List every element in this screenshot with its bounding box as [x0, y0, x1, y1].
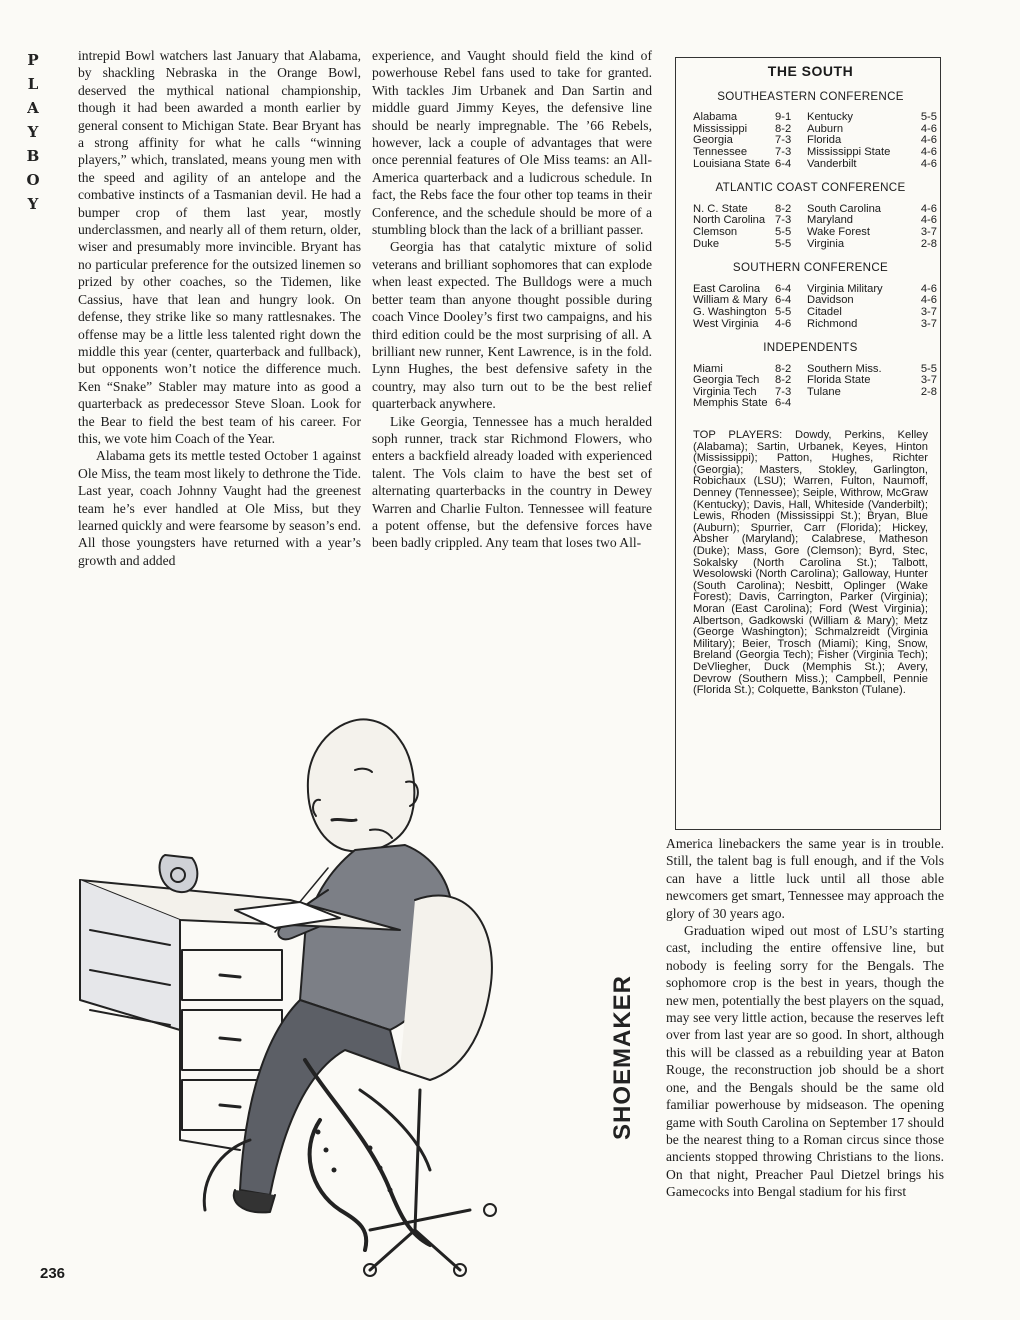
team-record: 3-7: [920, 317, 937, 330]
team-name: Clemson: [693, 225, 738, 238]
sidebar-letter: Y: [27, 195, 39, 213]
team-name: Davidson: [807, 294, 854, 307]
team-record: 3-7: [920, 374, 937, 387]
team-record: 8-2: [775, 362, 792, 375]
standings-row: [693, 398, 937, 410]
standings-row: [693, 227, 937, 239]
sidebar-letter: L: [27, 75, 39, 93]
team-record: 4-6: [920, 214, 937, 227]
team-name: Mississippi: [693, 122, 748, 135]
team-name: East Carolina: [693, 282, 761, 295]
team-record: 2-8: [920, 237, 937, 250]
team-name: Duke: [693, 237, 720, 250]
team-record: 8-2: [775, 374, 792, 387]
standings-table: [693, 364, 937, 410]
illustrator-signature: SHOEMAKER: [609, 974, 636, 1140]
team-name: Maryland: [807, 214, 854, 227]
team-name: Virginia: [807, 237, 845, 250]
team-name: Memphis State: [693, 397, 768, 410]
team-name: N. C. State: [693, 202, 748, 215]
team-record: 7-3: [775, 214, 792, 227]
article-paragraph: Georgia has that catalytic mixture of solid veterans and brilliant sophomores that can explode when least expected. The Bulldogs were a much better team than anyone thought possible during coach Vince Dooley’s first two campaigns, and his third edition could be the most surprising of all. A brilliant new runner, Kent Lawrence, is in the fold. Lynn Hughes, the best defensive safety in the country, may also turn out to be the best relief quarterback anywhere.: [372, 239, 652, 412]
article-paragraph: experience, and Vaught should field the kind of powerhouse Rebel fans used to take for granted. With tackles Jim Urbanek and Dan Sartin and middle guard Jimmy Keyes, the defensive line should be nearly impregnable. The ’66 Rebels, however, lack a couple of advantages that were once perennial features of Ole Miss teams: an All-America quarterback and a ludicrous schedule. In fact, the Rebs face the four other top teams in their Conference, and the schedule should be more of a stumbling block than the lack of a brilliant passer.: [372, 48, 652, 238]
team-name: Miami: [693, 362, 723, 375]
page-number: 236: [40, 1265, 66, 1282]
team-name: Georgia Tech: [693, 374, 760, 387]
team-record: 5-5: [775, 305, 792, 318]
team-record: 8-2: [775, 202, 792, 215]
article-column-3: [666, 835, 944, 1201]
team-record: 7-3: [775, 145, 792, 158]
standings-row: [693, 319, 937, 331]
team-record: 4-6: [920, 122, 937, 135]
standings-title: THE SOUTH: [767, 63, 854, 79]
team-record: 7-3: [775, 385, 792, 398]
team-name: Citadel: [807, 305, 842, 318]
conference-list: [693, 89, 937, 410]
team-record: 8-2: [775, 122, 792, 135]
team-record: [914, 398, 937, 410]
team-name: William & Mary: [693, 294, 768, 307]
team-record: 5-5: [920, 111, 937, 124]
article-paragraph: Graduation wiped out most of LSU’s starting cast, including the entire offensive line, but nobody is feeling sorry for the Bengals. The sophomore crop is the best in years, though the new men, potentially the best players on the squad, may see very little action, because the reserves left over from last year are so good. In short, although this will be classed as a rebuilding year at Baton Rouge, the reconstruction job should be a short one, and the Bengals should be the same old familiar powerhouse by midseason. The opening game with South Carolina on September 17 should be the nearest thing to a Roman circus since those ancients stopped throwing Christians to the lions. On that night, Preacher Paul Dietzel brings his Gamecocks into Bengal stadium for his first: [666, 923, 944, 1200]
article-column-1: [78, 47, 361, 569]
team-name: Virginia Military: [807, 282, 883, 295]
team-record: 6-4: [775, 397, 792, 410]
standings-row: [693, 159, 937, 171]
team-record: 4-6: [920, 294, 937, 307]
team-name: Southern Miss.: [807, 362, 882, 375]
standings-row: [693, 307, 937, 319]
standings-table: [693, 112, 937, 170]
team-record: 3-7: [920, 305, 937, 318]
team-name: Georgia: [693, 134, 733, 147]
article-paragraph: America linebackers the same year is in trouble. Still, the talent bag is full enough, and if the Vols can have a little luck until all those able newcomers get smart, Tennessee may approach the glory of 30 years ago.: [666, 836, 944, 921]
team-record: 6-4: [775, 282, 792, 295]
article-column-2: [372, 47, 652, 552]
conference-title: ATLANTIC COAST CONFERENCE: [715, 181, 906, 195]
team-record: 9-1: [775, 111, 792, 124]
team-name: Tennessee: [693, 145, 748, 158]
team-record: 4-6: [920, 157, 937, 170]
team-name: West Virginia: [693, 317, 759, 330]
team-record: 4-6: [920, 134, 937, 147]
conference-title: SOUTHERN CONFERENCE: [732, 261, 889, 275]
conference-title: INDEPENDENTS: [763, 341, 858, 355]
standings-box: [675, 57, 941, 830]
standings-table: [693, 284, 937, 330]
team-name: Vanderbilt: [807, 157, 857, 170]
team-name: Florida: [807, 134, 842, 147]
team-name: Wake Forest: [807, 225, 870, 238]
team-name: Louisiana State: [693, 157, 771, 170]
team-record: 5-5: [920, 362, 937, 375]
sidebar-letter: O: [26, 171, 40, 189]
team-record: 3-7: [920, 225, 937, 238]
article-paragraph: Alabama gets its mettle tested October 1 against Ole Miss, the team most likely to dethrone the Tide. Last year, coach Johnny Vaught had the greenest team he’s ever handled at Ole Miss, but they learned quickly and were fearsome by season’s end. All those youngsters have returned with a year’s growth and added: [78, 448, 361, 568]
team-name: Tulane: [807, 385, 841, 398]
team-name: [807, 398, 914, 410]
article-paragraph: intrepid Bowl watchers last January that Alabama, by shackling Nebraska in the Orange Bowl, deserved the mythical national championship, though it had been awarded a month earlier by general consent to Michigan State. Bear Bryant has a strong affinity for what he calls “winning players,” which, translated, means young men with the speed and agility of an antelope and the combative instincts of a Tasmanian devil. He had a bumper crop of them last year, mostly underclassmen, and nearly all of them return, older, wiser and presumably more invincible. Bryant has no particular preference for the outsized linemen so prized by other coaches, so the Tidemen, like Cassius, have that lean and hungry look. On defense, they strike like so many rattlesnakes. The offense may be a little less talented right down the middle this year (center, quarterback and fullback), but opponents won’t notice the difference much. Ken “Snake” Stabler may mature into as good a quarterback as predecessor Steve Sloan. Look for the Bear to field the best team of his career. For this, we vote him Coach of the Year.: [78, 48, 361, 446]
team-name: Virginia Tech: [693, 385, 757, 398]
sidebar-letter: B: [26, 147, 40, 165]
team-record: 4-6: [775, 317, 792, 330]
standings-row: [693, 147, 937, 159]
team-record: 6-4: [775, 294, 792, 307]
standings-table: [693, 204, 937, 250]
team-name: Alabama: [693, 111, 738, 124]
team-record: 5-5: [775, 225, 792, 238]
team-record: 6-4: [775, 157, 792, 170]
team-name: South Carolina: [807, 202, 882, 215]
coach-at-desk-illustration: [70, 670, 650, 1290]
sidebar-letter: A: [27, 99, 39, 117]
team-record: 4-6: [920, 145, 937, 158]
team-name: Florida State: [807, 374, 871, 387]
team-record: 4-6: [920, 202, 937, 215]
sidebar-letter: P: [27, 51, 39, 69]
team-name: Kentucky: [807, 111, 854, 124]
team-name: Auburn: [807, 122, 844, 135]
team-record: 4-6: [920, 282, 937, 295]
conference-title: SOUTHEASTERN CONFERENCE: [717, 89, 904, 103]
top-players: TOP PLAYERS: Dowdy, Perkins, Kelley (Alabama); Sartin, Urbanek, Keyes, Hinton (Mississippi); Patton, Hughes, Richter (Georgia); Masters, Stokley, Garlington, Robichaux (LSU); Warren, Fulton, Naumoff, Denney (Tennessee); Seiple, Withrow, McGraw (Kentucky); Davis, Hall, Whiteside (Vanderbilt); Lewis, Rhoden (Mississippi St.); Bryan, Blue (Auburn); Spurrier, Carr (Florida); Hickey, Absher (Maryland); Calabrese, Matheson (Duke); Mass, Gore (Clemson); Byrd, Stec, Sokalsky (North Carolina St.); Talbott, Wesolowski (North Carolina); Galloway, Hunter (South Carolina); Nesbitt, Oplinger (Wake Forest); Davis, Carrington, Parker (Virginia); Moran (East Carolina); Ford (West Virginia); Albertson, Gadkowski (William & Mary); Metz (George Washington); Schmalzreidt (Virginia Military); Beier, Trosch (Miami); King, Snow, Breland (Georgia Tech); Fisher (Virginia Tech); DeVliegher, Duck (Memphis St.); Avery, Devrow (Southern Miss.); Campbell, Pennie (Florida St.); Colquette, Bankston (Tulane).: [693, 429, 928, 697]
magazine-sidebar-title: [22, 48, 44, 216]
team-name: Mississippi State: [807, 145, 891, 158]
team-name: Richmond: [807, 317, 858, 330]
team-name: North Carolina: [693, 214, 766, 227]
sidebar-letter: Y: [27, 123, 39, 141]
team-record: 5-5: [775, 237, 792, 250]
article-paragraph: Like Georgia, Tennessee has a much heralded soph runner, track star Richmond Flowers, who enters a backfield already loaded with experienced talent. The Vols claim to have the best set of alternating quarterbacks in the country in Dewey Warren and Charlie Fulton. Tennessee will feature a potent offense, but the defensive forces have been badly crippled. Any team that loses two All-: [372, 413, 652, 551]
team-record: 2-8: [920, 385, 937, 398]
team-record: 7-3: [775, 134, 792, 147]
standings-row: [693, 239, 937, 251]
team-name: G. Washington: [693, 305, 767, 318]
